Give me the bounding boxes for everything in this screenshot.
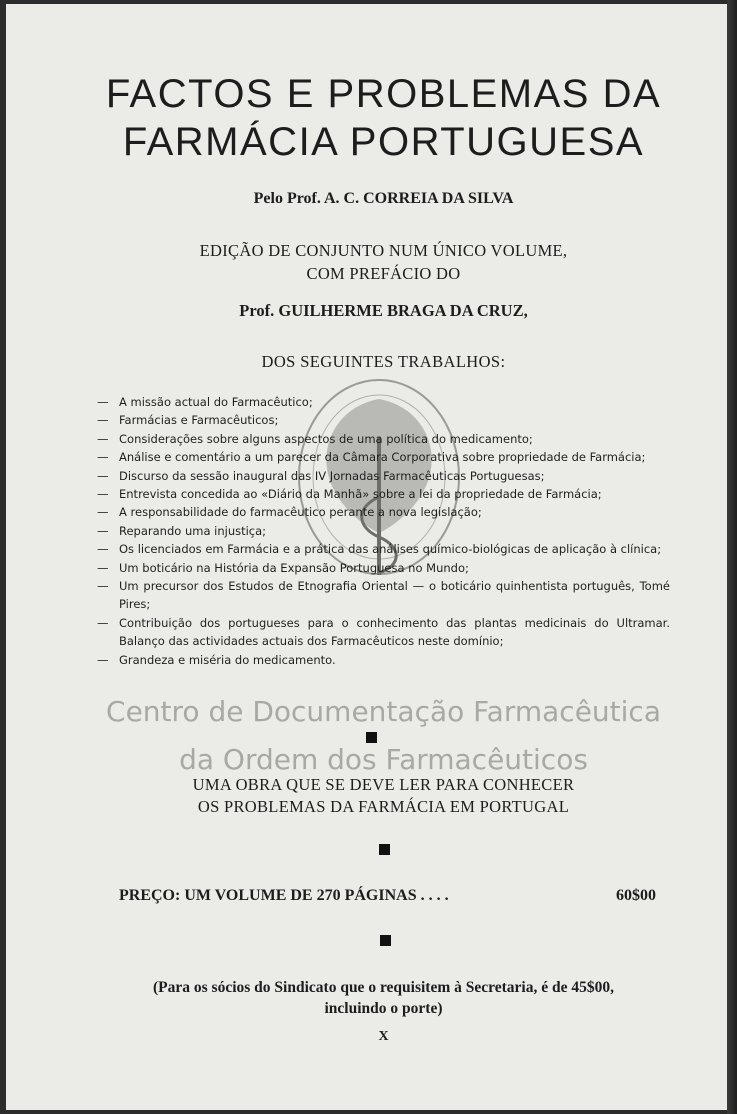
list-dash: — xyxy=(97,450,109,465)
price-amount: 60$00 xyxy=(616,887,656,904)
separator-square xyxy=(366,732,377,743)
list-dash: — xyxy=(97,505,109,520)
title-line-1: FACTOS E PROBLEMAS DA xyxy=(105,72,662,116)
works-list-item-text: Os licenciados em Farmácia e a prática das análises químico-biológicas de aplicação à clínica; xyxy=(119,542,662,557)
works-list-item xyxy=(97,448,670,466)
member-price-note xyxy=(6,977,727,1019)
prefacer-name: Prof. GUILHERME BRAGA DA CRUZ, xyxy=(239,301,528,320)
works-list-item-text: Um precursor dos Estudos de Etnografia Oriental — o boticário quinhentista português, Tomé Pires; xyxy=(119,579,670,612)
title-line-2: FARMÁCIA PORTUGUESA xyxy=(122,120,645,164)
works-list-item-text: Grandeza e miséria do medicamento. xyxy=(119,652,336,667)
appeal-line-2: OS PROBLEMAS DA FARMÁCIA EM PORTUGAL xyxy=(197,797,570,816)
works-list-item xyxy=(97,411,670,429)
book-title xyxy=(6,70,727,166)
edition-note xyxy=(6,239,727,285)
works-list-item xyxy=(97,485,670,503)
works-list xyxy=(97,393,670,669)
page-number: X xyxy=(378,1029,389,1044)
list-dash: — xyxy=(97,579,109,594)
works-list-item-text: Discurso da sessão inaugural das IV Jornadas Farmacêuticas Portuguesas; xyxy=(119,468,545,483)
works-heading: DOS SEGUINTES TRABALHOS: xyxy=(261,352,506,371)
appeal-line-1: UMA OBRA QUE SE DEVE LER PARA CONHECER xyxy=(192,775,575,794)
list-dash: — xyxy=(97,560,109,575)
works-list-item-text: Reparando uma injustiça; xyxy=(119,523,267,538)
works-list-item-text: Considerações sobre alguns aspectos de uma política do medicamento; xyxy=(119,431,533,446)
watermark-line-1: Centro de Documentação Farmacêutica xyxy=(106,695,661,728)
works-list-item xyxy=(97,559,670,577)
separator-square xyxy=(379,844,390,855)
separator-square xyxy=(380,935,391,946)
works-list-item xyxy=(97,540,670,558)
works-list-item xyxy=(97,503,670,521)
watermark-line-2: da Ordem dos Farmacêuticos xyxy=(179,743,588,776)
price-label: PREÇO: UM VOLUME DE 270 PÁGINAS . . . . xyxy=(119,887,449,904)
works-list-item-text: A missão actual do Farmacêutico; xyxy=(119,395,313,409)
list-dash: — xyxy=(97,542,109,557)
list-dash: — xyxy=(97,431,109,446)
edition-line-2: COM PREFÁCIO DO xyxy=(306,264,461,283)
list-dash: — xyxy=(97,413,109,428)
works-list-item xyxy=(97,393,670,411)
document-page xyxy=(6,4,727,1110)
scan-edge xyxy=(727,0,737,1114)
works-list-item-text: Análise e comentário a um parecer da Câmara Corporativa sobre propriedade de Farmácia; xyxy=(119,450,646,465)
edition-line-1: EDIÇÃO DE CONJUNTO NUM ÚNICO VOLUME, xyxy=(199,241,568,260)
note-line-2: incluindo o porte) xyxy=(324,1000,443,1017)
price-line xyxy=(119,887,656,905)
list-dash: — xyxy=(97,395,109,409)
works-list-item-text: A responsabilidade do farmacêutico perante a nova legislação; xyxy=(119,505,482,520)
note-line-1: (Para os sócios do Sindicato que o requisitem à Secretaria, é de 45$00, xyxy=(153,979,614,996)
author-line: Pelo Prof. A. C. CORREIA DA SILVA xyxy=(253,190,514,207)
works-list-item-text: Contribuição dos portugueses para o conhecimento das plantas medicinais do Ultramar. Balanço das actividades actuais dos Farmacêuticos neste domínio; xyxy=(119,615,670,649)
works-list-item xyxy=(97,430,670,448)
works-list-item-text: Entrevista concedida ao «Diário da Manhã» sobre a lei da propriedade de Farmácia; xyxy=(119,487,602,502)
works-list-item-text: Um boticário na História da Expansão Portuguesa no Mundo; xyxy=(119,560,469,575)
list-dash: — xyxy=(97,615,109,630)
list-dash: — xyxy=(97,523,109,538)
works-list-item xyxy=(97,577,670,614)
appeal-text xyxy=(6,774,727,818)
list-dash: — xyxy=(97,652,109,667)
list-dash: — xyxy=(97,487,109,502)
works-list-item xyxy=(97,651,670,669)
works-list-item xyxy=(97,522,670,540)
list-dash: — xyxy=(97,468,109,483)
works-list-item xyxy=(97,467,670,485)
works-list-item-text: Farmácias e Farmacêuticos; xyxy=(119,413,279,428)
works-list-item xyxy=(97,614,670,651)
